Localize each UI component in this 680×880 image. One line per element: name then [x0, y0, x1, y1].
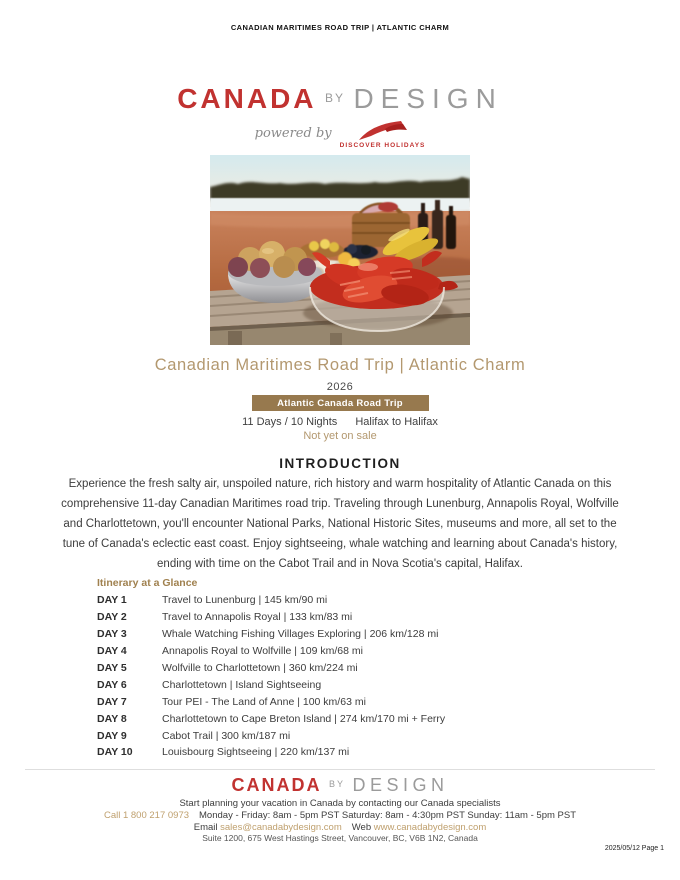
canada-by-design-logo	[0, 83, 680, 115]
logo-word-canada: CANADA	[177, 83, 317, 114]
footer-web-label: Web	[351, 822, 372, 833]
discover-holidays-swoosh-icon	[357, 120, 409, 142]
day-description: Wolfville to Charlottetown | 360 km/224 mi	[162, 662, 358, 674]
itinerary-day-row	[97, 609, 577, 626]
day-description: Charlottetown to Cape Breton Island | 274 km/170 mi + Ferry	[162, 712, 446, 725]
powered-by-row	[0, 120, 680, 149]
trip-category-badge: Atlantic Canada Road Trip	[252, 395, 429, 411]
day-description: Charlottetown | Island Sightseeing	[162, 678, 322, 691]
itinerary-day-row	[97, 744, 577, 761]
sale-status: Not yet on sale	[303, 430, 377, 442]
discover-holidays-name: DISCOVER HOLIDAYS	[339, 142, 426, 149]
footer-hours-text: Monday - Friday: 8am - 5pm PST Saturday: 8am - 4:30pm PST Sunday: 11am - 5pm PST	[199, 810, 577, 821]
itinerary-heading: Itinerary at a Glance	[97, 577, 198, 589]
day-label: DAY 9	[97, 729, 127, 742]
itinerary-list	[97, 592, 577, 761]
footer-tagline: Start planning your vacation in Canada by contacting our Canada specialists	[179, 798, 501, 809]
day-label: DAY 8	[97, 712, 127, 725]
itinerary-day-row	[97, 592, 577, 609]
itinerary-day-row	[97, 660, 577, 677]
hero-water	[210, 198, 470, 213]
day-description: Cabot Trail | 300 km/187 mi	[162, 729, 291, 742]
day-description: Louisbourg Sightseeing | 220 km/137 mi	[162, 746, 350, 759]
document-header-title: CANADIAN MARITIMES ROAD TRIP | ATLANTIC CHARM	[230, 23, 450, 32]
footer-date-page-number: 2025/05/12 Page 1	[604, 845, 664, 852]
trip-title: Canadian Maritimes Road Trip | Atlantic Charm	[154, 356, 526, 374]
trip-meta	[0, 416, 680, 428]
footer-call-phone: Call 1 800 217 0973	[103, 810, 190, 821]
trip-year: 2026	[326, 381, 354, 393]
itinerary-day-row	[97, 727, 577, 744]
day-label: DAY 3	[97, 628, 127, 641]
logo-word-canada: CANADA	[231, 775, 322, 795]
discover-holidays-logo	[340, 120, 426, 149]
footer-hours-line	[0, 810, 680, 821]
logo-word-by: BY	[328, 779, 345, 789]
logo-word-by: BY	[324, 91, 345, 105]
day-description: Tour PEI - The Land of Anne | 100 km/63 mi	[162, 695, 366, 708]
trip-duration: 11 Days / 10 Nights	[242, 416, 338, 428]
introduction-heading: INTRODUCTION	[279, 456, 401, 471]
day-label: DAY 1	[97, 594, 127, 607]
day-label: DAY 5	[97, 662, 127, 674]
footer-divider	[25, 769, 655, 770]
day-label: DAY 10	[97, 746, 133, 759]
day-description: Travel to Annapolis Royal | 133 km/83 mi	[162, 611, 353, 624]
itinerary-day-row	[97, 693, 577, 710]
day-label: DAY 6	[97, 678, 127, 691]
trip-route: Halifax to Halifax	[355, 416, 438, 428]
itinerary-day-row	[97, 710, 577, 727]
logo-word-design: DESIGN	[353, 83, 503, 114]
day-label: DAY 7	[97, 695, 127, 708]
footer-contact-line	[0, 822, 680, 833]
day-label: DAY 4	[97, 645, 127, 658]
day-label: DAY 2	[97, 611, 127, 624]
introduction-body: Experience the fresh salty air, unspoiled nature, rich history and warm hospitality of Atlantic Canada on this comprehensive 11-day Canadian Maritimes road trip. Traveling through Lunenburg, Annapolis Royal, Wolfville and Charlottetown, you'll encounter National Parks, National Historic Sites, museums and more, all set to the tune of Canada's eclectic east coast. Enjoy sightseeing, whale watching and learning about Canada's history, ending with time on the Cabot Trail and in Nova Scotia's capital, Halifax.	[61, 478, 619, 570]
footer-address: Suite 1200, 675 West Hastings Street, Vancouver, BC, V6B 1N2, Canada	[202, 833, 478, 843]
footer-web-link[interactable]: www.canadabydesign.com	[373, 822, 487, 833]
powered-by-text: powered by	[254, 126, 332, 141]
footer-logo	[0, 775, 680, 796]
day-description: Whale Watching Fishing Villages Exploring | 206 km/128 mi	[162, 628, 439, 641]
itinerary-day-row	[97, 643, 577, 660]
itinerary-day-row	[97, 626, 577, 643]
footer-email-label: Email	[193, 822, 218, 833]
itinerary-day-row	[97, 676, 577, 693]
hero-image	[210, 155, 470, 345]
day-description: Annapolis Royal to Wolfville | 109 km/68 mi	[162, 645, 363, 658]
logo-word-design: DESIGN	[352, 775, 449, 795]
footer-email-link[interactable]: sales@canadabydesign.com	[220, 822, 342, 833]
day-description: Travel to Lunenburg | 145 km/90 mi	[162, 594, 328, 607]
